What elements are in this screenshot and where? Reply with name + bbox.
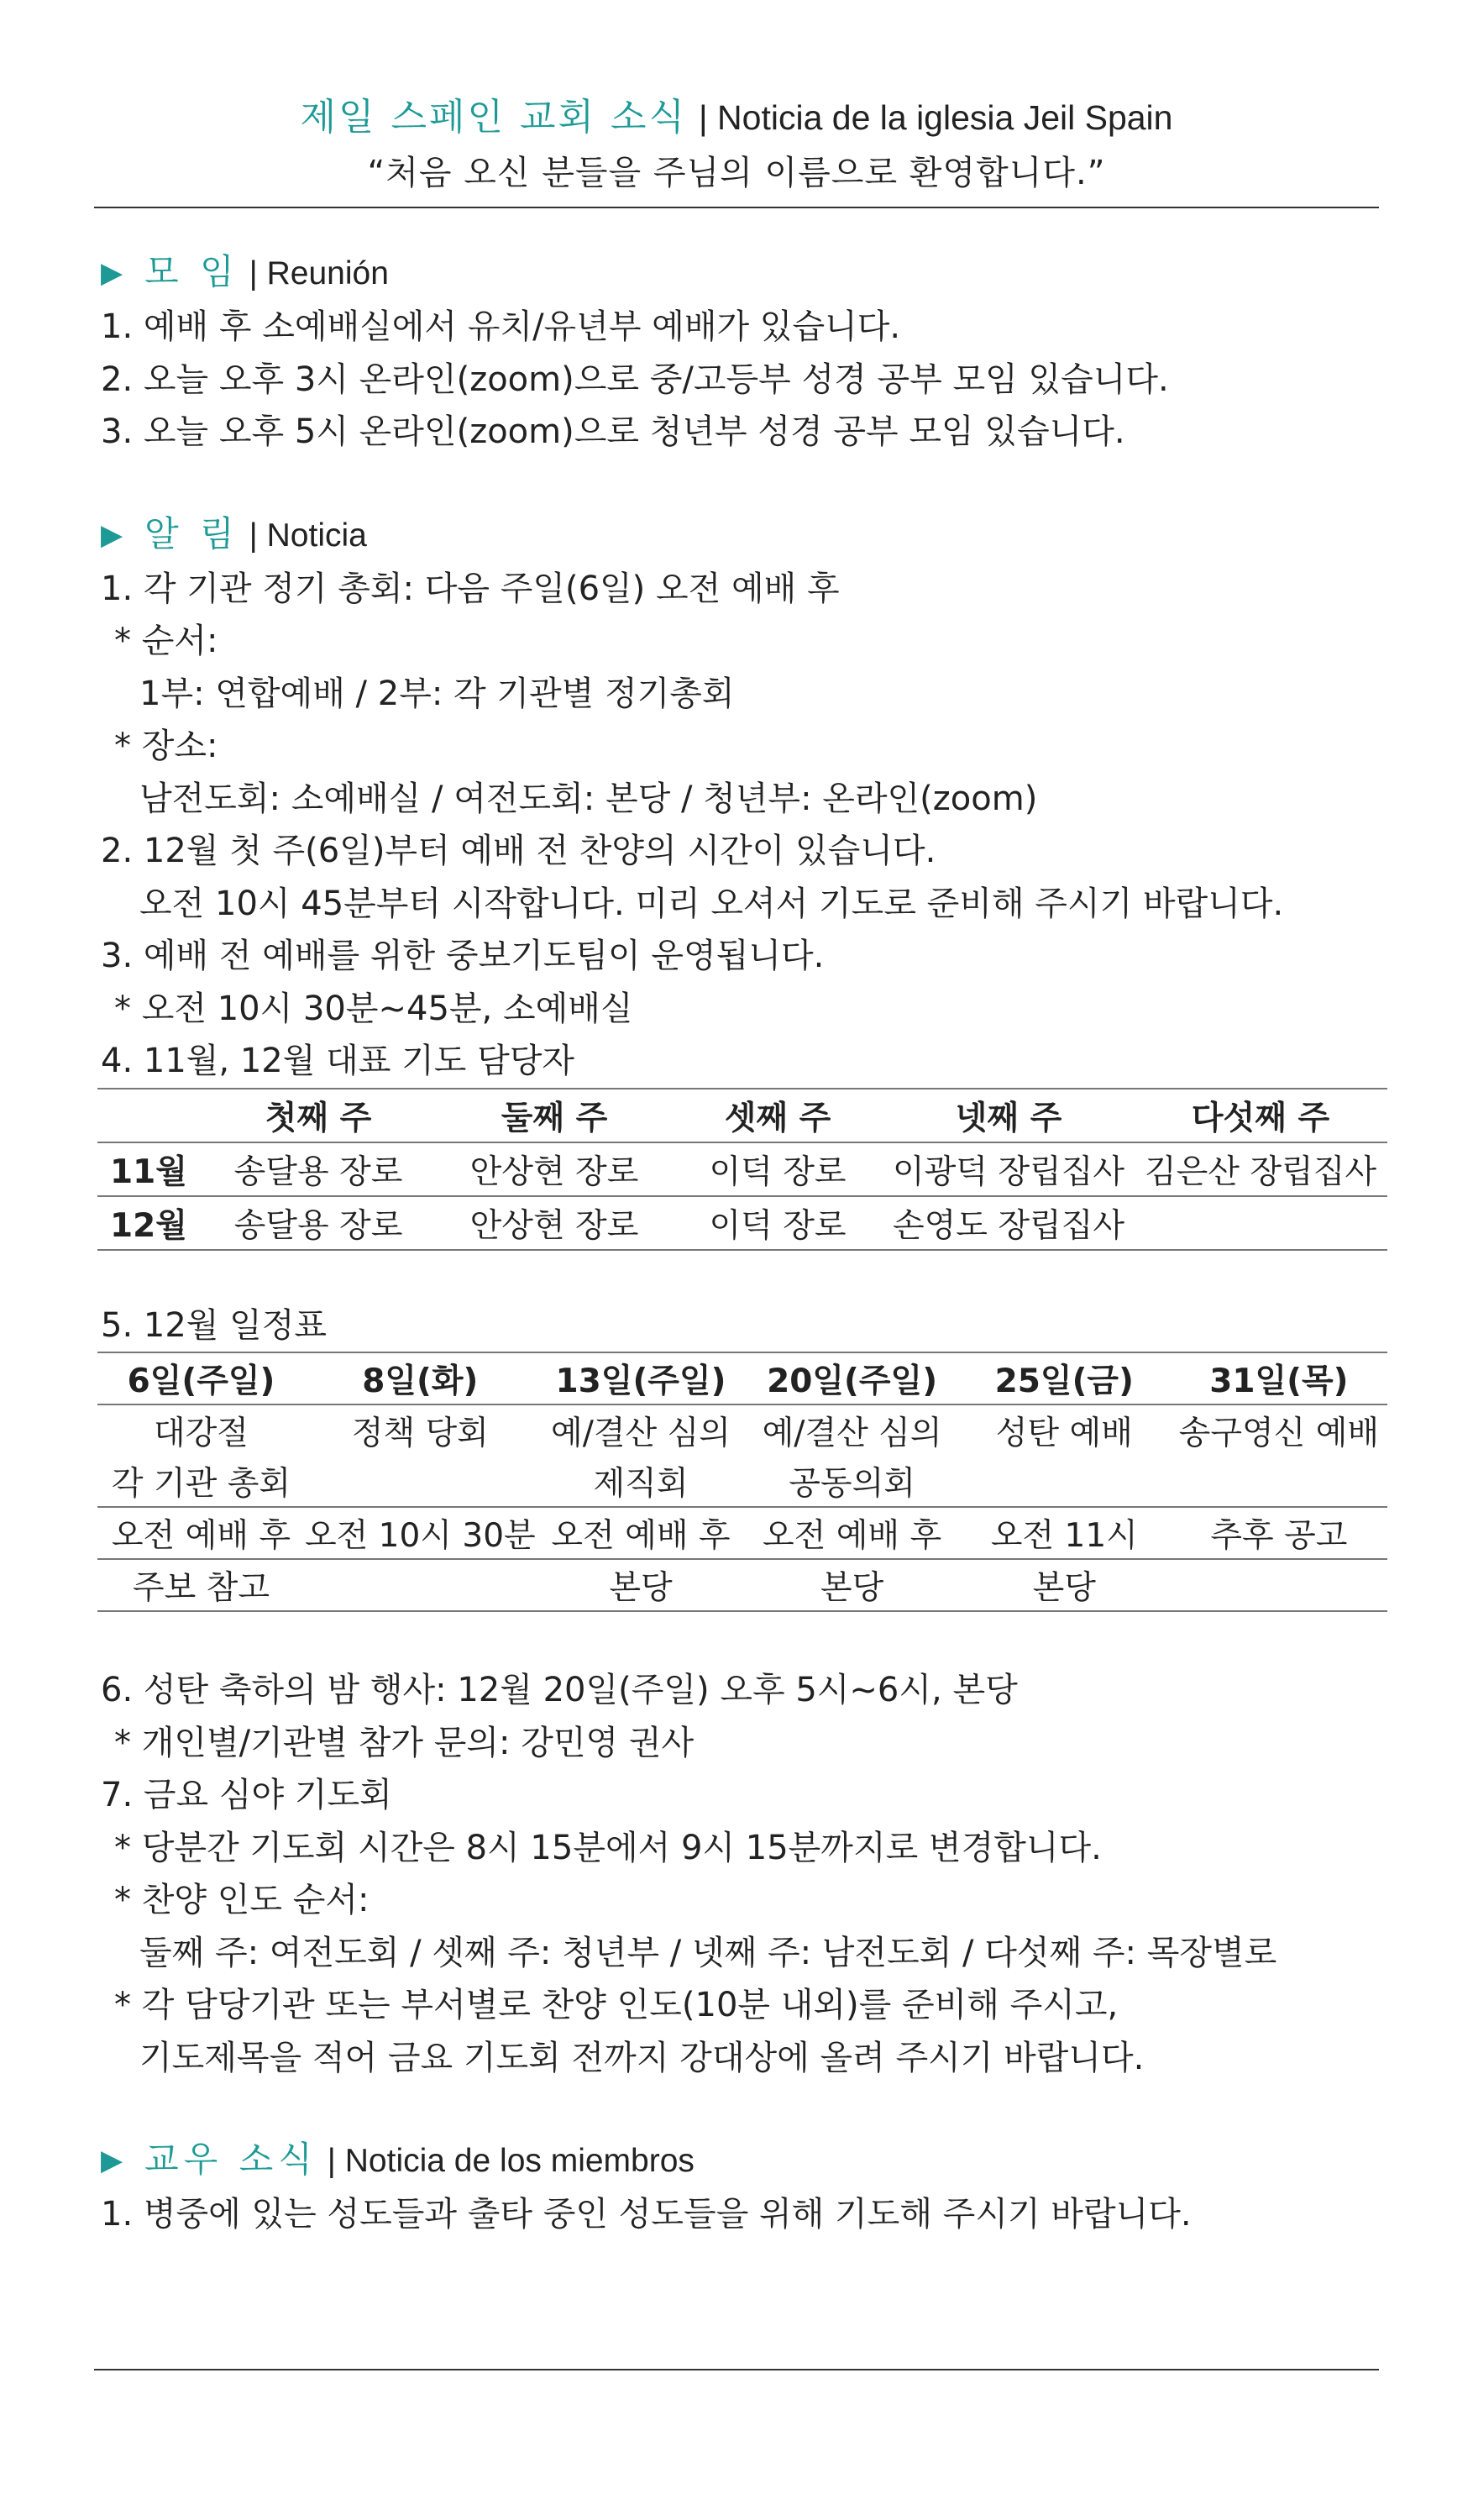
table-cell: 이덕 장로 bbox=[709, 1152, 847, 1191]
table-cell: 이덕 장로 bbox=[709, 1206, 847, 1245]
notice-item: 4. 11월, 12월 대표 기도 담당자 bbox=[101, 1042, 575, 1080]
notice-item: 6. 성탄 축하의 밤 행사: 12월 20일(주일) 오후 5시~6시, 본당 bbox=[101, 1671, 1018, 1709]
notice-detail: 오전 10시 45분부터 시작합니다. 미리 오셔서 기도로 준비해 주시기 바랍니다. bbox=[139, 884, 1284, 923]
table-cell: 송구영신 예배 bbox=[1171, 1404, 1387, 1456]
section-title-korean: 알 림 bbox=[144, 512, 239, 554]
list-item: 1. 병중에 있는 성도들과 출타 중인 성도들을 위해 기도해 주시기 바랍니다. bbox=[101, 2195, 1192, 2234]
table-header-cell: 셋째 주 bbox=[724, 1099, 831, 1137]
title-korean: 제일 스페인 교회 소식 bbox=[300, 96, 688, 139]
section-title-spanish: | Reunión bbox=[249, 255, 389, 291]
notice-detail: 남전도회: 소예배실 / 여전도회: 본당 / 청년부: 온라인(zoom) bbox=[139, 779, 1038, 818]
table-cell: 정책 당회 bbox=[305, 1404, 536, 1456]
table-cell: 오전 예배 후 bbox=[97, 1507, 305, 1559]
table-row bbox=[97, 1404, 1387, 1456]
list-item: 3. 오늘 오후 5시 온라인(zoom)으로 청년부 성경 공부 모임 있습니다. bbox=[101, 412, 1125, 451]
table-header-cell: 첫째 주 bbox=[265, 1099, 372, 1137]
notice-item: 1. 각 기관 정기 총회: 다음 주일(6일) 오전 예배 후 bbox=[101, 569, 840, 608]
section-heading-miembros bbox=[101, 2133, 1411, 2188]
table-cell: 각 기관 총회 bbox=[111, 1465, 291, 1503]
table-cell: 추후 공고 bbox=[1171, 1507, 1387, 1559]
table-cell: 주보 참고 bbox=[97, 1559, 305, 1611]
table-cell: 본당 bbox=[958, 1559, 1171, 1611]
table-cell: 본당 bbox=[746, 1559, 958, 1611]
section-title-spanish: | Noticia de los miembros bbox=[327, 2143, 695, 2179]
table-cell: 안상현 장로 bbox=[469, 1152, 639, 1191]
schedule-title: 5. 12월 일정표 bbox=[101, 1305, 328, 1345]
table-header-row bbox=[97, 1089, 1387, 1142]
table-cell: 예/결산 심의 bbox=[536, 1404, 747, 1456]
table-cell: 이광덕 장립집사 bbox=[892, 1152, 1125, 1191]
table-header-row bbox=[97, 1352, 1387, 1404]
table-cell: 김은산 장립집사 bbox=[1144, 1152, 1377, 1191]
table-header-cell: 13일(주일) bbox=[536, 1352, 747, 1404]
notice-detail: 1부: 연합예배 / 2부: 각 기관별 정기총회 bbox=[139, 674, 735, 713]
table-cell: 오전 10시 30분 bbox=[305, 1507, 536, 1559]
triangle-bullet-icon: ▶ bbox=[101, 2144, 123, 2177]
section-heading-noticia bbox=[101, 507, 1411, 563]
section-title-spanish: | Noticia bbox=[249, 517, 367, 554]
table-cell bbox=[958, 1456, 1171, 1507]
notice-detail: 둘째 주: 여전도회 / 셋째 주: 청년부 / 넷째 주: 남전도회 / 다섯째 주: 목장별로 bbox=[139, 1933, 1277, 1972]
notice-subitem: * 개인별/기관별 참가 문의: 강민영 권사 bbox=[114, 1723, 695, 1762]
prayer-leader-table bbox=[97, 1088, 1387, 1251]
notice-subitem: * 당분간 기도회 시간은 8시 15분에서 9시 15분까지로 변경합니다. bbox=[114, 1828, 1102, 1867]
notice-subitem: * 오전 10시 30분~45분, 소예배실 bbox=[114, 989, 633, 1028]
table-cell: 대강절 bbox=[97, 1404, 305, 1456]
table-cell: 본당 bbox=[536, 1559, 747, 1611]
notice-item: 2. 12월 첫 주(6일)부터 예배 전 찬양의 시간이 있습니다. bbox=[101, 832, 936, 870]
section-title-korean: 교우 소식 bbox=[144, 2139, 317, 2180]
notice-subitem: * 순서: bbox=[114, 622, 218, 660]
table-cell bbox=[305, 1456, 536, 1507]
bulletin-content bbox=[101, 245, 1411, 2241]
table-cell: 예/결산 심의 bbox=[746, 1404, 958, 1456]
table-cell: 손영도 장립집사 bbox=[892, 1206, 1125, 1245]
triangle-bullet-icon: ▶ bbox=[101, 517, 123, 552]
table-header-cell: 다섯째 주 bbox=[1191, 1099, 1330, 1137]
table-row bbox=[97, 1142, 1387, 1196]
page-header bbox=[0, 91, 1473, 200]
table-row-label: 12월 bbox=[110, 1206, 187, 1245]
table-header-cell: 둘째 주 bbox=[501, 1099, 608, 1137]
table-row bbox=[97, 1456, 1387, 1507]
table-cell: 제직회 bbox=[593, 1465, 689, 1503]
table-header-cell: 8일(화) bbox=[305, 1352, 536, 1404]
table-header-cell bbox=[97, 1089, 200, 1142]
list-item: 2. 오늘 오후 3시 온라인(zoom)으로 중/고등부 성경 공부 모임 있습니다. bbox=[101, 360, 1169, 399]
table-cell bbox=[305, 1559, 536, 1611]
notice-detail: 기도제목을 적어 금요 기도회 전까지 강대상에 올려 주시기 바랍니다. bbox=[139, 2038, 1145, 2077]
table-cell: 오전 11시 bbox=[958, 1507, 1171, 1559]
table-cell bbox=[1171, 1559, 1387, 1611]
table-cell: 공동의회 bbox=[789, 1465, 915, 1503]
welcome-motto: “처음 오신 분들을 주님의 이름으로 환영합니다.” bbox=[367, 154, 1106, 192]
triangle-bullet-icon: ▶ bbox=[101, 256, 123, 290]
list-item: 1. 예배 후 소예배실에서 유치/유년부 예배가 있습니다. bbox=[101, 307, 901, 346]
table-row bbox=[97, 1559, 1387, 1611]
table-header-cell: 넷째 주 bbox=[955, 1099, 1062, 1137]
table-cell bbox=[1171, 1456, 1387, 1507]
table-cell: 성탄 예배 bbox=[958, 1404, 1171, 1456]
notice-subitem: * 장소: bbox=[114, 727, 218, 765]
table-cell: 오전 예배 후 bbox=[746, 1507, 958, 1559]
table-cell bbox=[1134, 1196, 1387, 1250]
table-cell: 송달용 장로 bbox=[233, 1152, 403, 1191]
table-header-cell: 6일(주일) bbox=[97, 1352, 305, 1404]
table-header-cell: 20일(주일) bbox=[746, 1352, 958, 1404]
table-header-cell: 25일(금) bbox=[958, 1352, 1171, 1404]
bottom-divider bbox=[94, 2369, 1379, 2370]
table-row bbox=[97, 1507, 1387, 1559]
notice-subitem: * 각 담당기관 또는 부서별로 찬양 인도(10분 내외)를 준비해 주시고, bbox=[114, 1986, 1119, 2024]
december-schedule-table bbox=[97, 1352, 1387, 1612]
notice-item: 7. 금요 심야 기도회 bbox=[101, 1776, 392, 1814]
table-cell: 송달용 장로 bbox=[233, 1206, 403, 1245]
section-title-korean: 모 임 bbox=[144, 251, 239, 292]
page-title bbox=[0, 91, 1473, 144]
table-header-cell: 31일(목) bbox=[1171, 1352, 1387, 1404]
table-cell: 오전 예배 후 bbox=[536, 1507, 747, 1559]
table-row bbox=[97, 1196, 1387, 1250]
table-row-label: 11월 bbox=[110, 1152, 187, 1191]
title-spanish: | Noticia de la iglesia Jeil Spain bbox=[699, 98, 1173, 137]
top-divider bbox=[94, 207, 1379, 208]
section-heading-reunion bbox=[101, 245, 1411, 301]
notice-item: 3. 예배 전 예배를 위한 중보기도팀이 운영됩니다. bbox=[101, 937, 825, 975]
table-cell: 안상현 장로 bbox=[469, 1206, 639, 1245]
notice-subitem: * 찬양 인도 순서: bbox=[114, 1881, 370, 1919]
